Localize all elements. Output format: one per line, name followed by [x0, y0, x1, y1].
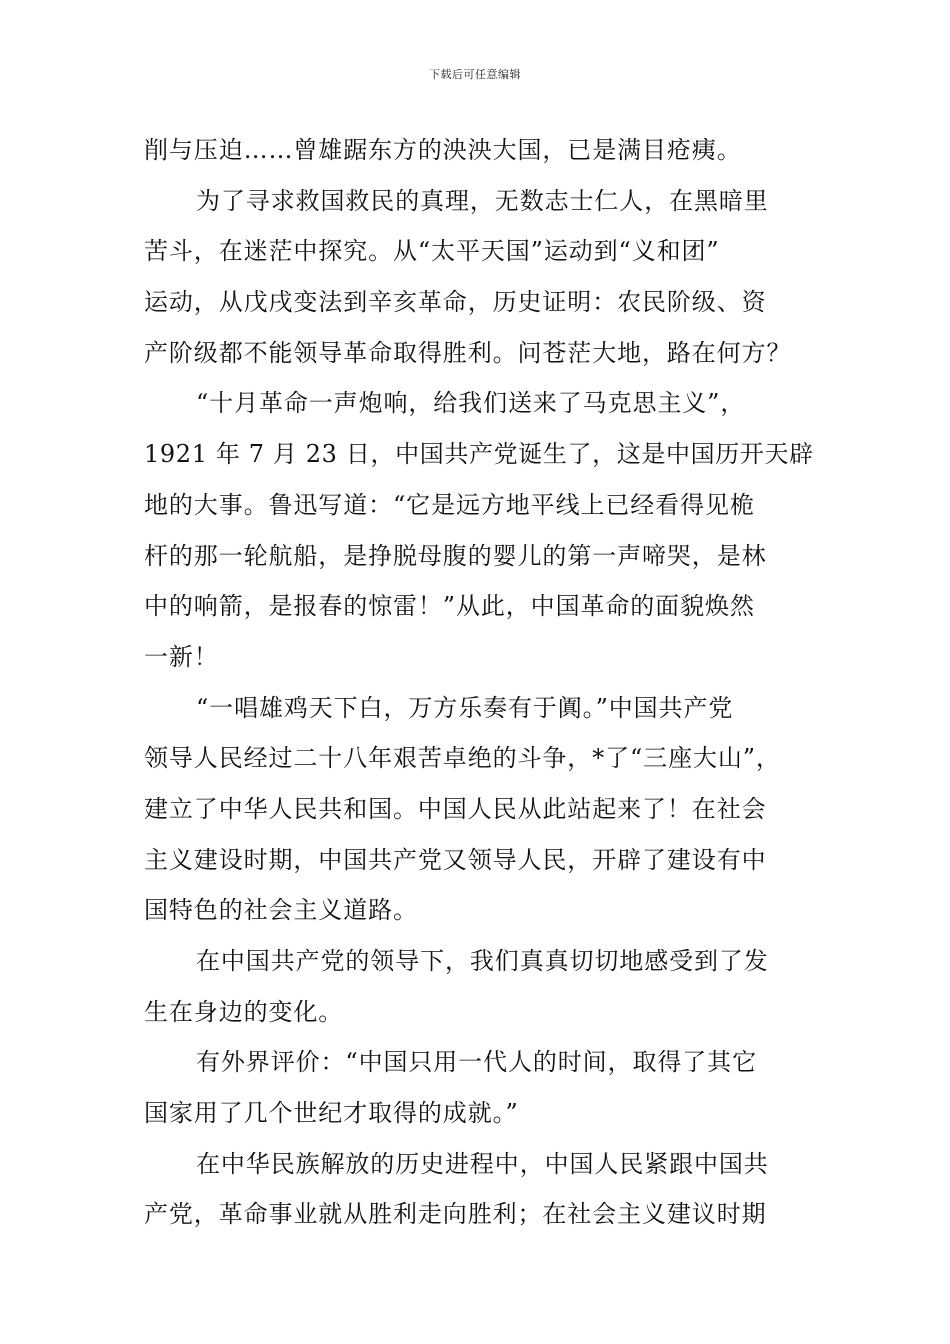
text-line: 杆的那一轮航船，是挣脱母腹的婴儿的第一声啼哭，是林 [144, 541, 767, 570]
text-line: 有外界评价：“中国只用一代人的时间，取得了其它 [196, 1048, 757, 1077]
text-line: 为了寻求救国救民的真理，无数志士仁人，在黑暗里 [196, 186, 769, 215]
text-line: 削与压迫……曾雄踞东方的泱泱大国，已是满目疮痍。 [144, 136, 742, 164]
text-line: 产党，革命事业就从胜利走向胜利；在社会主义建议时期 [144, 1200, 767, 1229]
text-line: 在中华民族解放的历史进程中，中国人民紧跟中国共 [196, 1149, 769, 1178]
text-line: 运动，从戊戌变法到辛亥革命，历史证明：农民阶级、资 [144, 288, 767, 317]
text-line: 国特色的社会主义道路。 [144, 896, 418, 925]
text-line: “十月革命一声炮响，给我们送来了马克思主义”， [196, 389, 746, 418]
text-line: 主义建设时期，中国共产党又领导人民，开辟了建设有中 [144, 845, 767, 874]
text-line: 一新！ [144, 642, 219, 671]
text-line: 在中国共产党的领导下，我们真真切切地感受到了发 [196, 947, 769, 975]
text-line: 领导人民经过二十八年艰苦卓绝的斗争，*了“三座大山”， [144, 744, 781, 773]
text-line: 1921 年 7 月 23 日，中国共产党诞生了，这是中国历开天辟 [144, 440, 814, 469]
text-line: 产阶级都不能领导革命取得胜利。问苍茫大地，路在何方？ [144, 338, 792, 367]
text-line: “一唱雄鸡天下白，万方乐奏有于阗。”中国共产党 [196, 693, 734, 722]
text-line: 国家用了几个世纪才取得的成就。” [144, 1099, 519, 1128]
text-line: 生在身边的变化。 [144, 997, 344, 1026]
page-header: 下载后可任意编辑 [429, 68, 521, 81]
document-body [144, 125, 814, 1240]
text-line: 地的大事。鲁迅写道：“它是远方地平线上已经看得见桅 [144, 490, 755, 519]
text-line: 中的响箭，是报春的惊雷！”从此，中国革命的面貌焕然 [144, 592, 755, 621]
text-line: 建立了中华人民共和国。中国人民从此站起来了！在社会 [144, 794, 767, 823]
text-line: 苦斗，在迷茫中探究。从“太平天国”运动到“义和团” [144, 237, 720, 266]
